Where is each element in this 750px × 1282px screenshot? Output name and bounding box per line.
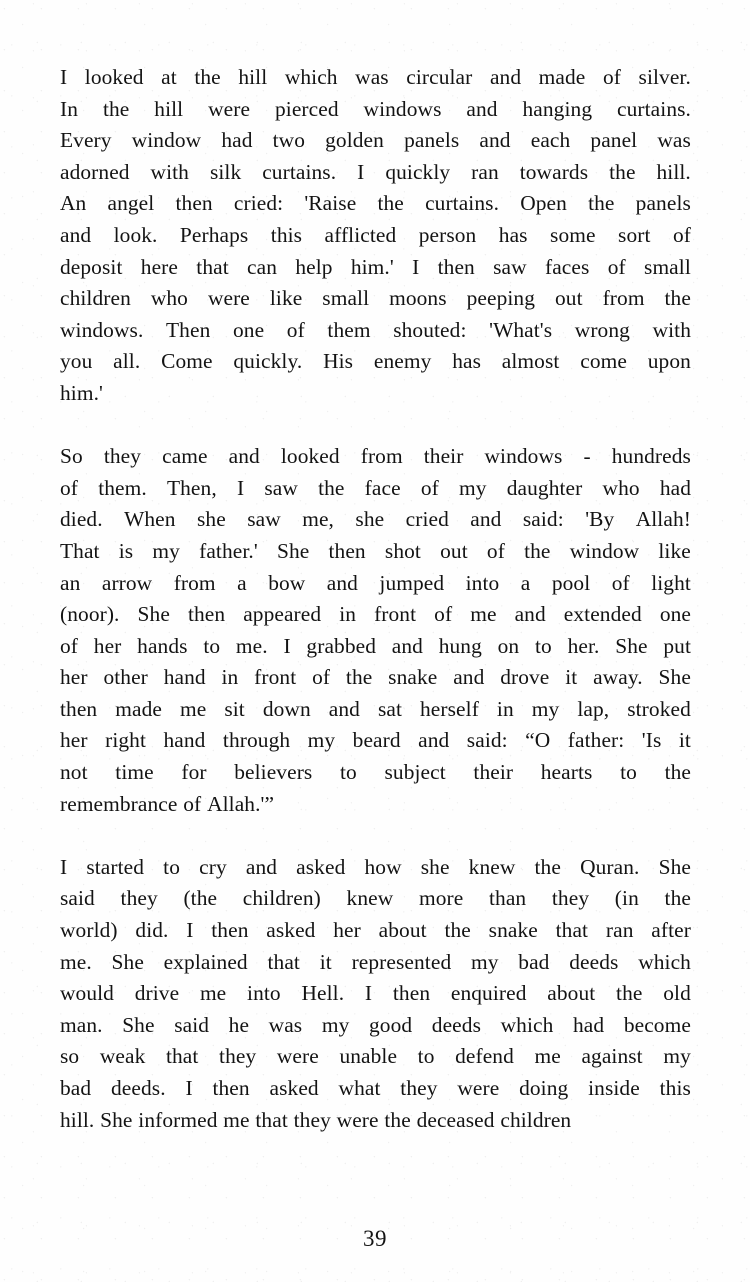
text-line: then made me sit down and sat herself in my lap, stroked <box>60 696 691 721</box>
text-line: remembrance of Allah.'” <box>60 791 275 816</box>
text-line: windows. Then one of them shouted: 'What's wrong with <box>60 317 691 342</box>
text-line: That is my father.' She then shot out of the window like <box>60 538 691 563</box>
text-line: an arrow from a bow and jumped into a pool of light <box>60 570 691 595</box>
text-line: died. When she saw me, she cried and said: 'By Allah! <box>60 507 691 532</box>
text-line: her other hand in front of the snake and drove it away. She <box>60 665 691 690</box>
text-line: world) did. I then asked her about the snake that ran after <box>60 918 691 943</box>
page-number: 39 <box>363 1226 387 1251</box>
text-line: An angel then cried: 'Raise the curtains. Open the panels <box>60 191 691 216</box>
text-line: So they came and looked from their windows - hundreds <box>60 444 691 469</box>
paragraph <box>60 62 691 410</box>
text-line: (noor). She then appeared in front of me and extended one <box>60 602 691 627</box>
text-line: Every window had two golden panels and each panel was <box>60 128 691 153</box>
text-line: me. She explained that it represented my bad deeds which <box>60 949 691 974</box>
paragraph <box>60 852 691 1136</box>
text-line: not time for believers to subject their hearts to the <box>60 760 691 785</box>
text-line: you all. Come quickly. His enemy has almost come upon <box>60 349 691 374</box>
text-line: children who were like small moons peeping out from the <box>60 286 691 311</box>
paragraph <box>60 441 691 820</box>
text-line: man. She said he was my good deeds which had become <box>60 1012 691 1037</box>
text-line: bad deeds. I then asked what they were doing inside this <box>60 1076 691 1100</box>
text-line: her right hand through my beard and said: “O father: 'Is it <box>60 728 691 753</box>
text-line: I started to cry and asked how she knew the Quran. She <box>60 854 691 879</box>
text-line: and look. Perhaps this afflicted person has some sort of <box>60 222 691 247</box>
text-line: hill. She informed me that they were the deceased children <box>60 1107 572 1132</box>
text-line: of them. Then, I saw the face of my daughter who had <box>60 475 691 500</box>
text-line: said they (the children) knew more than they (in the <box>60 886 691 911</box>
text-line: so weak that they were unable to defend me against my <box>60 1044 691 1069</box>
body-text-column <box>60 62 691 1136</box>
text-line: of her hands to me. I grabbed and hung on to her. She put <box>60 633 691 658</box>
text-line: him.' <box>60 380 103 405</box>
text-line: In the hill were pierced windows and hanging curtains. <box>60 96 691 121</box>
text-line: deposit here that can help him.' I then saw faces of small <box>60 254 691 279</box>
text-line: would drive me into Hell. I then enquired about the old <box>60 981 691 1006</box>
text-line: adorned with silk curtains. I quickly ran towards the hill. <box>60 159 691 184</box>
text-line: I looked at the hill which was circular and made of silver. <box>60 65 691 89</box>
